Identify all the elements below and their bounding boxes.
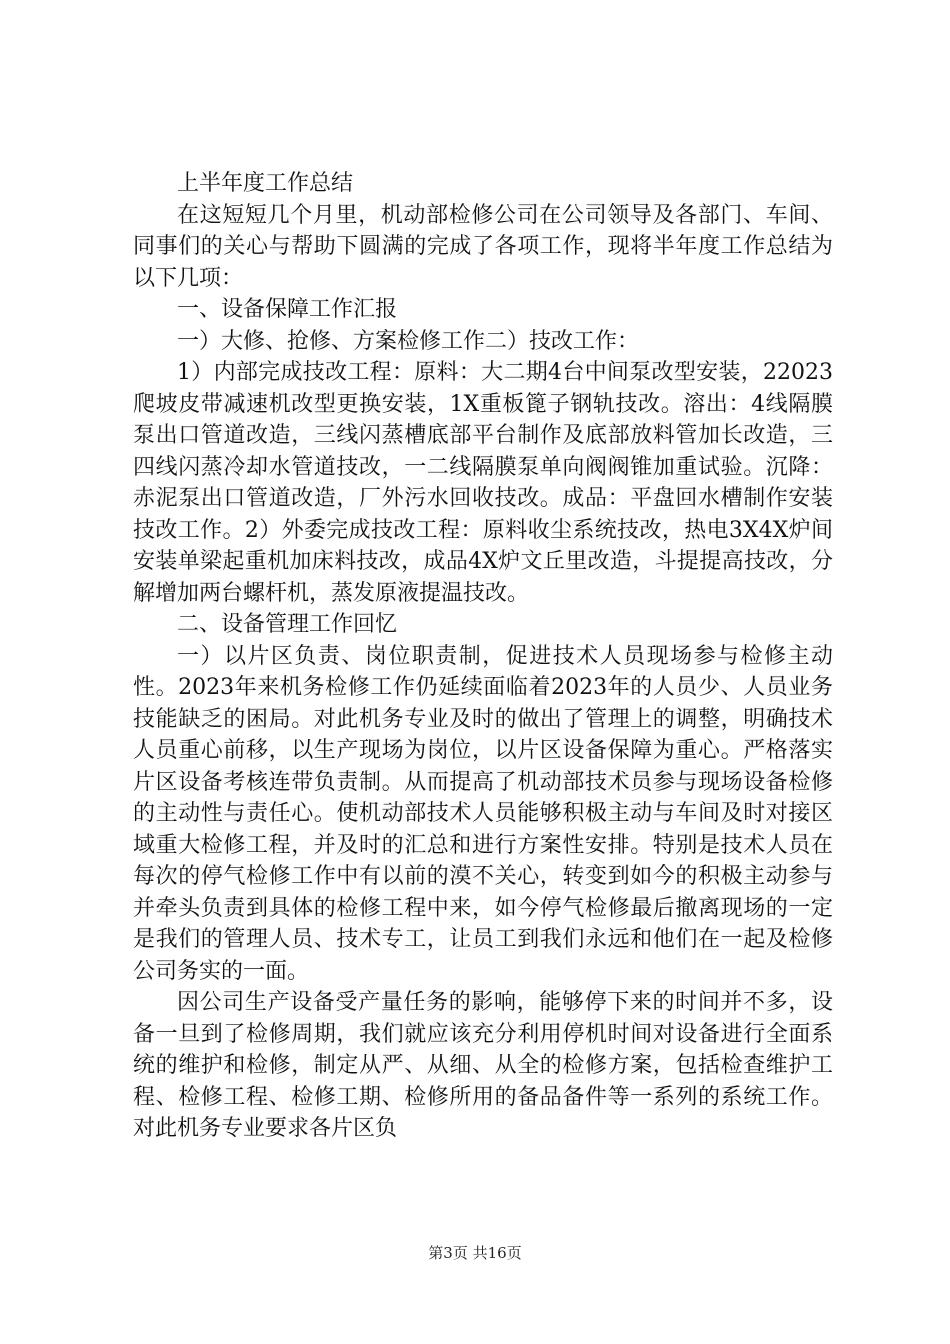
document-body (133, 168, 833, 1145)
section-heading-2: 二、设备管理工作回忆 (177, 612, 398, 637)
subsection-heading: 一）大修、抢修、方案检修工作二）技改工作： (177, 328, 640, 354)
document-title: 上半年度工作总结 (177, 171, 354, 196)
page-number-footer: 第3页 共16页 (428, 1244, 522, 1262)
intro-paragraph: 在这短短几个月里，机动部检修公司在公司领导及各部门、车间、同事们的关心与帮助下圆满的完成了各项工作，现将半年度工作总结为以下几项： (133, 202, 833, 291)
tech-upgrade-paragraph: 1）内部完成技改工程：原料：大二期4台中间泵改型安装，22023爬坡皮带减速机改型更换安装，1X重板篦子钢轨技改。溶出：4线隔膜泵出口管道改造，三线闪蒸槽底部平台制作及底部放料管加长改造，三四线闪蒸冷却水管道技改，一二线隔膜泵单向阀阀锥加重试验。沉降：赤泥泵出口管道改造，厂外污水回收技改。成品：平盘回水槽制作安装技改工作。2）外委完成技改工程：原料收尘系统技改，热电3X4X炉间安装单梁起重机加床料技改，成品4X炉文丘里改造，斗提提高技改，分解增加两台螺杆机，蒸发原液提温技改。 (133, 360, 833, 606)
maintenance-paragraph: 因公司生产设备受产量任务的影响，能够停下来的时间并不多，设备一旦到了检修周期，我们就应该充分利用停机时间对设备进行全面系统的维护和检修，制定从严、从细、从全的检修方案，包括检查维护工程、检修工程、检修工期、检修所用的备品备件等一系列的系统工作。对此机务专业要求各片区负 (133, 990, 833, 1141)
management-paragraph: 一）以片区负责、岗位职责制，促进技术人员现场参与检修主动性。2023年来机务检修工作仍延续面临着2023年的人员少、人员业务技能缺乏的困局。对此机务专业及时的做出了管理上的调整，明确技术人员重心前移，以生产现场为岗位，以片区设备保障为重心。严格落实片区设备考核连带负责制。从而提高了机动部技术员参与现场设备检修的主动性与责任心。使机动部技术人员能够积极主动与车间及时对接区域重大检修工程，并及时的汇总和进行方案性安排。特别是技术人员在每次的停气检修工作中有以前的漠不关心，转变到如今的积极主动参与并牵头负责到具体的检修工程中来，如今停气检修最后撤离现场的一定是我们的管理人员、技术专工，让员工到我们永远和他们在一起及检修公司务实的一面。 (133, 643, 833, 984)
section-heading-1: 一、设备保障工作汇报 (177, 297, 398, 322)
